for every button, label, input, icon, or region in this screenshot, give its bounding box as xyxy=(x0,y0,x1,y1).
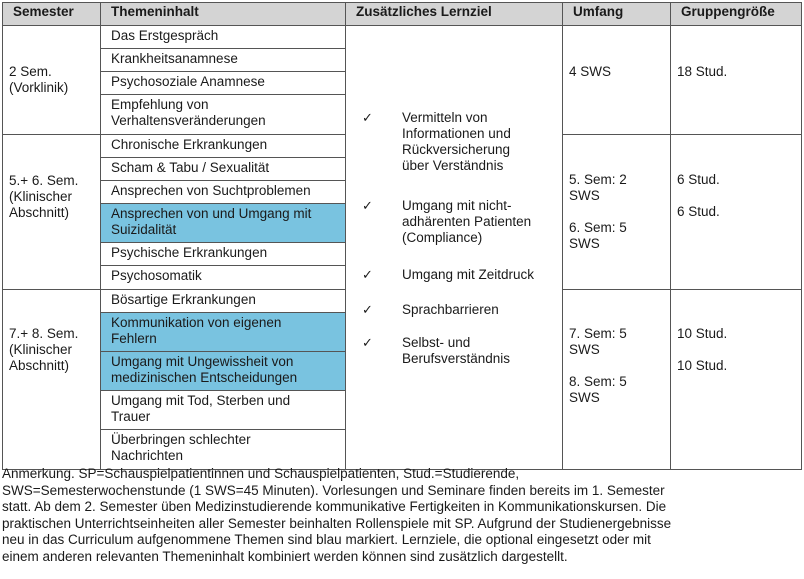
header-umfang: Umfang xyxy=(563,3,671,26)
gruppe-cell: 18 Stud. xyxy=(671,26,802,135)
table-note: Anmerkung. SP=Schauspielpatientinnen und Schauspielpatienten, Stud.=Studierende, SWS=Semesterwochenstunde (1 SWS=45 Minuten). Vorlesungen und Seminare finden bereits im 1. Semester statt. Ab dem 2. Semester üben Medizinstudierende kommunikative Fertigkeiten in Kommunikationskursen. Die praktischen Unterrichtseinheiten aller Semester beinhalten Rollenspiele mit SP. Aufgrund der Studienergebnisse neu in das Curriculum aufgenommene Themen sind blau markiert. Lernziele, die optional eingesetzt oder mit einem anderen relevanten Themeninhalt kombiniert werden können sind zusätzlich dargestellt. xyxy=(2,466,672,564)
gruppe-cell: 6 Stud. 6 Stud. xyxy=(671,135,802,290)
header-themeninhalt: Themeninhalt xyxy=(101,3,346,26)
topic-item: Ansprechen von Suchtproblemen xyxy=(101,181,345,204)
umfang-cell: 7. Sem: 5 SWS 8. Sem: 5 SWS xyxy=(563,290,671,470)
topic-item: Chronische Erkrankungen xyxy=(101,135,345,158)
check-icon: ✓ xyxy=(362,267,373,282)
check-icon: ✓ xyxy=(362,198,373,213)
topic-item: Psychosoziale Anamnese xyxy=(101,72,345,95)
topic-item: Bösartige Erkrankungen xyxy=(101,290,345,313)
goal-text: Vermitteln von Informationen und Rückversicherung über Verständnis xyxy=(402,110,511,173)
gruppe-cell: 10 Stud. 10 Stud. xyxy=(671,290,802,470)
umfang-cell: 5. Sem: 2 SWS 6. Sem: 5 SWS xyxy=(563,135,671,290)
goal-text: Umgang mit Zeitdruck xyxy=(402,267,535,282)
topic-item: Psychische Erkrankungen xyxy=(101,243,345,266)
check-icon: ✓ xyxy=(362,335,373,350)
topic-item: Empfehlung von Verhaltensveränderungen xyxy=(111,97,266,128)
check-icon: ✓ xyxy=(362,110,373,125)
topics-cell xyxy=(101,135,346,290)
goals-cell xyxy=(346,26,563,470)
topic-item-highlighted: Umgang mit Ungewissheit von medizinischen Entscheidungen xyxy=(101,352,345,391)
topic-item: Das Erstgespräch xyxy=(101,26,345,49)
goal-text: Umgang mit nicht- adhärenten Patienten (Compliance) xyxy=(402,198,532,245)
curriculum-table-wrapper xyxy=(2,2,801,470)
topic-item: Überbringen schlechter Nachrichten xyxy=(111,432,251,463)
semester-cell: 2 Sem. (Vorklinik) xyxy=(3,26,101,135)
header-lernziel: Zusätzliches Lernziel xyxy=(346,3,563,26)
header-gruppengroesse: Gruppengröße xyxy=(671,3,802,26)
check-icon: ✓ xyxy=(362,302,373,317)
curriculum-table xyxy=(2,2,802,470)
header-row xyxy=(3,3,802,26)
topic-item-highlighted: Ansprechen von und Umgang mit Suizidalität xyxy=(101,204,345,243)
goal-text: Selbst- und Berufsverständnis xyxy=(402,335,511,366)
goal-text: Sprachbarrieren xyxy=(402,302,499,317)
topic-item: Krankheitsanamnese xyxy=(101,49,345,72)
umfang-cell: 4 SWS xyxy=(563,26,671,135)
topics-cell xyxy=(101,26,346,135)
topic-item: Psychosomatik xyxy=(111,268,202,283)
topics-cell xyxy=(101,290,346,470)
topic-item: Scham & Tabu / Sexualität xyxy=(101,158,345,181)
table-row xyxy=(3,26,802,135)
header-semester: Semester xyxy=(3,3,101,26)
topic-item-highlighted: Kommunikation von eigenen Fehlern xyxy=(101,313,345,352)
semester-cell: 7.+ 8. Sem. (Klinischer Abschnitt) xyxy=(3,290,101,470)
semester-cell: 5.+ 6. Sem. (Klinischer Abschnitt) xyxy=(3,135,101,290)
topic-item: Umgang mit Tod, Sterben und Trauer xyxy=(101,391,345,430)
